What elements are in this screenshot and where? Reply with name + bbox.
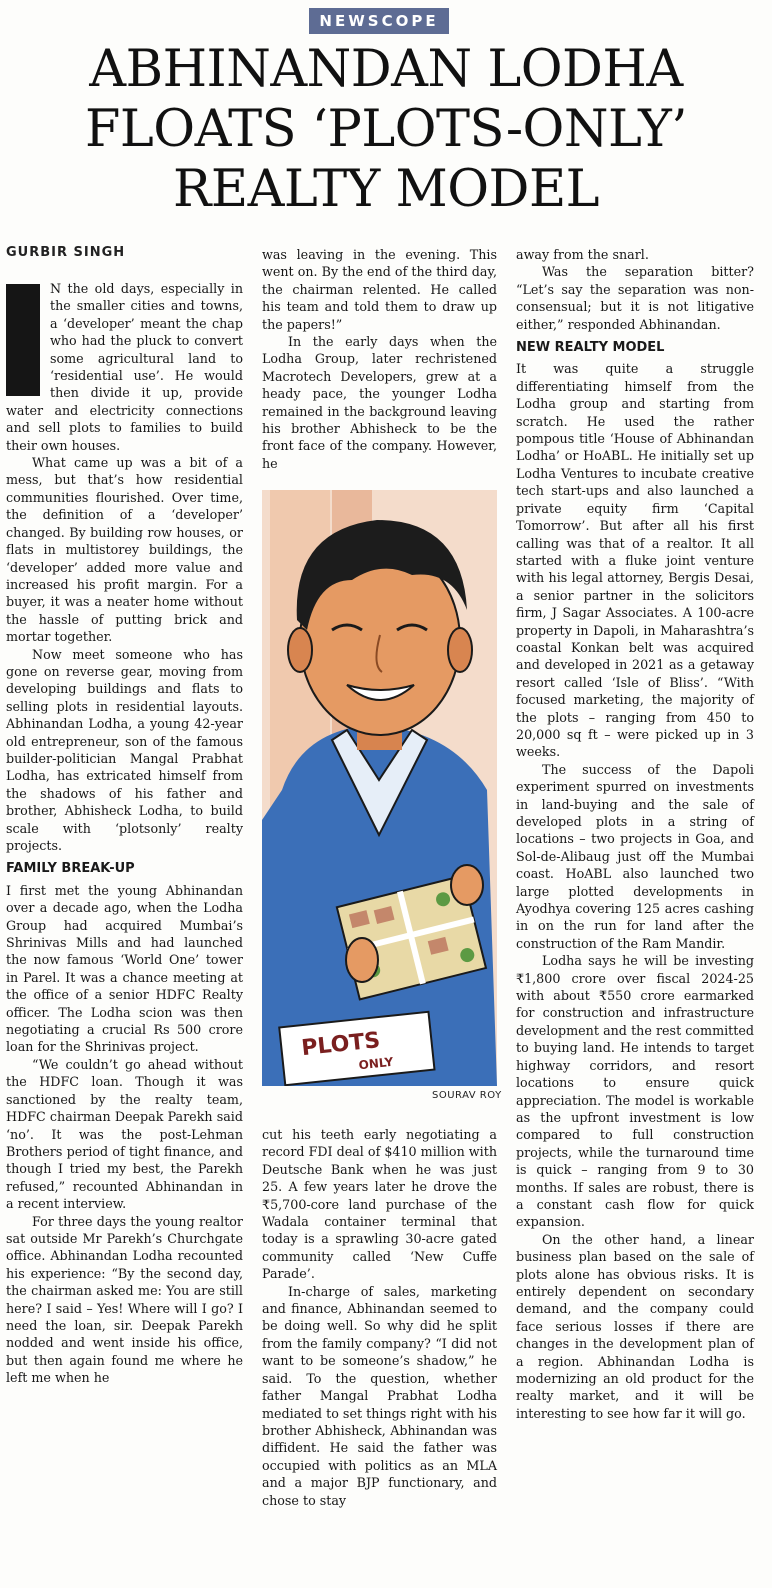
lead-paragraph (6, 280, 243, 454)
paragraph: What came up was a bit of a mess, but that’s how residential communities flourished. Over time, the definition of a ‘developer’ changed. By building row houses, or flats in multistorey buildings, the ‘developer’ added more value and increased his profit margin. For a buyer, it was a neater home without the hassle of putting brick and mortar together. (6, 455, 243, 645)
paragraph: Lodha says he will be investing ₹1,800 crore over fiscal 2024-25 with about ₹550 crore earmarked for construction and infrastructure development and the rest committed to buying land. He intends to target highway corridors, and resort locations to ensure quick appreciation. The model is workable as the upfront investment is low compared to full construction projects, while the turnaround time is quick – ranging from 9 to 30 months. If sales are robust, there is a constant cash flow for quick expansion. (516, 953, 754, 1230)
paragraph: In the early days when the Lodha Group, later rechristened Macrotech Developers, grew at a heady pace, the younger Lodha remained in the background leaving his brother Abhisheck to be the front face of the company. However, he (262, 334, 497, 471)
article-column-3 (516, 246, 754, 1422)
drop-cap-i (6, 284, 40, 396)
headline-line-2: FLOATS ‘PLOTS-ONLY’ (85, 100, 687, 159)
hand-right (451, 865, 483, 905)
lead-paragraph-text: N the old days, especially in the smaller cities and towns, a ‘developer’ meant the chap who had the pluck to convert some agricultural land to ‘residential use’. He would then divide it up, provide water and electricity connections and sell plots to families to build their own houses. (6, 281, 243, 453)
paragraph: Was the separation bitter? “Let’s say the separation was non-consensual; but it is not litigative either,” responded Abhinandan. (516, 264, 754, 332)
hand-left (346, 938, 378, 982)
illustration-credit: SOURAV ROY (432, 1090, 502, 1101)
article-column-2-bottom (262, 1126, 497, 1509)
paragraph: I first met the young Abhinandan over a decade ago, when the Lodha Group had acquired Mumbai’s Shrinivas Mills and had launched the now famous ‘World One’ tower in Parel. It was a chance meeting at the office of a senior HDFC Realty officer. The Lodha scion was then negotiating a crucial Rs 500 crore loan for the Shrinivas project. (6, 882, 243, 1055)
paragraph: was leaving in the evening. This went on. By the end of the third day, the chairman relented. He called his team and told them to draw up the papers!” (262, 247, 497, 332)
article-column-1 (6, 280, 243, 1387)
sign-text-plots: PLOTS (300, 1028, 382, 1062)
sign-text-only: ONLY (357, 1054, 394, 1073)
headline-line-1: ABHINANDAN LODHA (89, 40, 683, 99)
paragraph: away from the snarl. (516, 247, 649, 262)
caricature-illustration (262, 490, 497, 1086)
paragraph: For three days the young realtor sat outside Mr Parekh’s Churchgate office. Abhinandan Lodha recounted his experience: “By the second day, the chairman asked me: You are still here? I said – Yes! Where will I go? I need the loan, sir. Deepak Parekh nodded and went inside his office, but then again found me where he left me when he (6, 1213, 243, 1386)
ear-left (288, 628, 312, 672)
headline (20, 40, 752, 220)
subheading-family-break-up: FAMILY BREAK-UP (6, 861, 135, 877)
paragraph: In-charge of sales, marketing and finance, Abhinandan seemed to be doing well. So why did he split from the family company? “I did not want to be someone’s shadow,” he said. To the question, whether father Mangal Prabhat Lodha mediated to set things right with his brother Abhisheck, Abhinandan was diffident. He said the father was occupied with politics as an MLA and a major BJP functionary, and chose to stay (262, 1283, 497, 1508)
caricature-svg (262, 490, 497, 1086)
byline: GURBIR SINGH (6, 245, 126, 260)
paragraph: It was quite a struggle differentiating himself from the Lodha group and starting from scratch. He used the rather pompous title ‘House of Abhinandan Lodha’ or HoABL. He initially set up Lodha Ventures to incubate creative tech start-ups and also launched a private equity firm ‘Capital Tomorrow’. But after all his first calling was that of a realtor. It all started with a fluke joint venture with his legal attorney, Bergis Desai, a senior partner in the solicitors firm, J Sagar Associates. A 100-acre property in Dapoli, in Maharashtra’s coastal Konkan belt was acquired and developed in 2021 as a getaway resort called ‘Isle of Bliss’. “With focused marketing, the majority of the plots – ranging from 450 to 20,000 sq ft – were picked up in 3 weeks. (516, 361, 754, 760)
headline-line-3: REALTY MODEL (172, 160, 600, 219)
paragraph: cut his teeth early negotiating a record FDI deal of $410 million with Deutsche Bank when he was just 25. A few years later he drove the ₹5,700-core land purchase of the Wadala container terminal that today is a sprawling 30-acre gated community called ‘New Cuffe Parade’. (262, 1127, 497, 1282)
paragraph: Now meet someone who has gone on reverse gear, moving from developing buildings and flats to selling plots in residential layouts. Abhinandan Lodha, a young 42-year old entrepreneur, son of the famous builder-politician Mangal Prabhat Lodha, has extricated himself from the shadows of his father and brother, Abhisheck Lodha, to build scale with ‘plotsonly’ realty projects. (6, 646, 243, 853)
subheading-new-realty-model: NEW REALTY MODEL (516, 340, 665, 356)
paragraph: On the other hand, a linear business plan based on the sale of plots alone has obvious risks. It is entirely dependent on secondary demand, and the company could face serious losses if there are changes in the development plan of a region. Abhinandan Lodha is modernizing an old product for the realty market, and it will be interesting to see how far it will go. (516, 1231, 754, 1421)
paragraph: “We couldn’t go ahead without the HDFC loan. Though it was sanctioned by the realty team, HDFC chairman Deepak Parekh said ‘no’. It was the post-Lehman Brothers period of tight finance, and though I tried my best, the Parekh refused,” recounted Abhinandan in a recent interview. (6, 1056, 243, 1212)
section-tag: NEWSCOPE (309, 8, 449, 34)
article-column-2-top (262, 246, 497, 472)
paragraph: The success of the Dapoli experiment spurred on investments in land-buying and the sale of developed plots in a string of locations – two projects in Goa, and Sol-de-Alibaug just off the Mumbai coast. HoABL also launched two large plotted developments in Ayodhya covering 125 acres cashing in on the run for land after the construction of the Ram Mandir. (516, 761, 754, 951)
ear-right (448, 628, 472, 672)
